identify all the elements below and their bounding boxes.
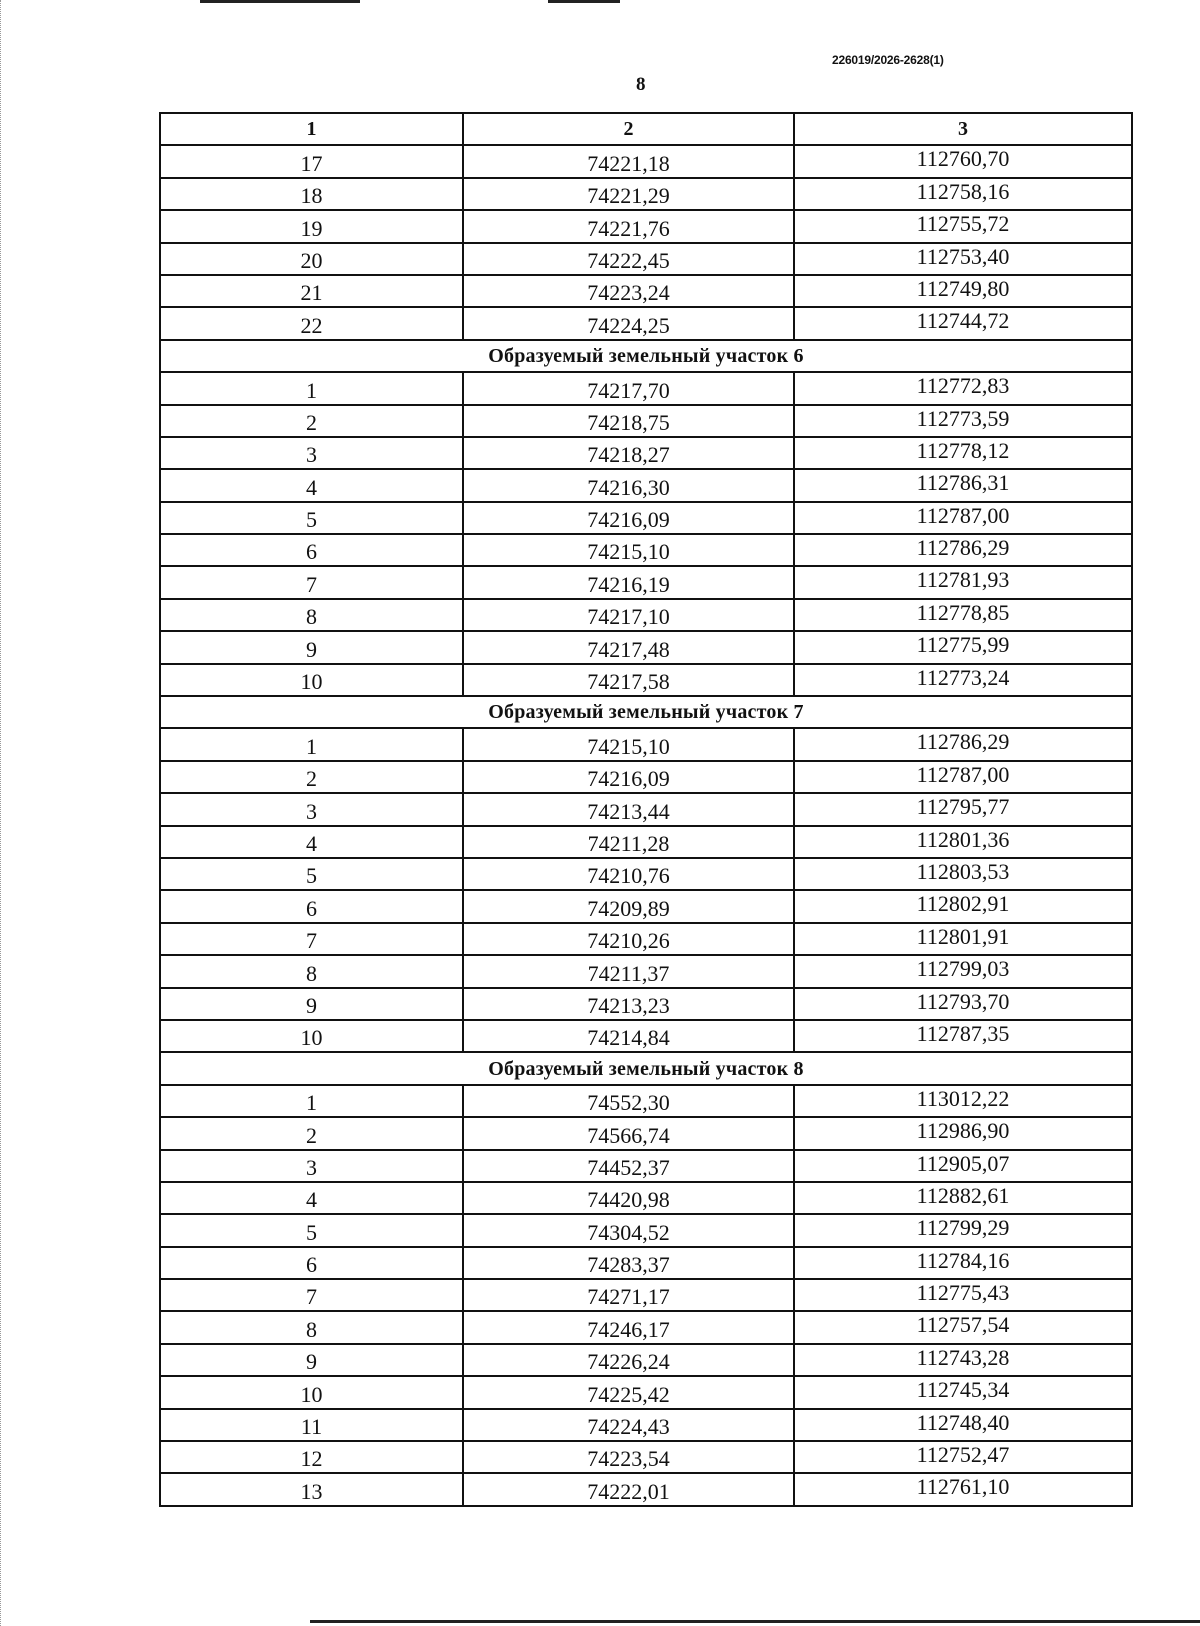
table-row [160, 988, 1132, 1020]
y-coordinate-cell: 112784,16 [794, 1247, 1132, 1279]
y-coordinate-cell: 112753,40 [794, 243, 1132, 275]
point-number-cell: 10 [160, 664, 463, 696]
point-number-cell: 21 [160, 275, 463, 307]
x-coordinate-cell: 74224,25 [463, 307, 794, 339]
point-number-cell: 6 [160, 890, 463, 922]
y-coordinate-cell: 112778,12 [794, 437, 1132, 469]
x-coordinate-cell: 74213,44 [463, 793, 794, 825]
table-row [160, 145, 1132, 177]
y-coordinate-cell: 112799,03 [794, 955, 1132, 987]
column-header: 1 [160, 113, 463, 145]
table-row [160, 793, 1132, 825]
point-number-cell: 7 [160, 923, 463, 955]
y-coordinate-cell: 112799,29 [794, 1214, 1132, 1246]
scan-top-line [200, 0, 360, 3]
point-number-cell: 8 [160, 955, 463, 987]
table-row [160, 826, 1132, 858]
point-number-cell: 20 [160, 243, 463, 275]
table-row [160, 178, 1132, 210]
y-coordinate-cell: 112795,77 [794, 793, 1132, 825]
y-coordinate-cell: 112745,34 [794, 1376, 1132, 1408]
page-number: 8 [636, 74, 646, 95]
table-row [160, 631, 1132, 663]
x-coordinate-cell: 74217,48 [463, 631, 794, 663]
x-coordinate-cell: 74215,10 [463, 534, 794, 566]
section-title: Образуемый земельный участок 6 [160, 340, 1132, 372]
y-coordinate-cell: 112882,61 [794, 1182, 1132, 1214]
x-coordinate-cell: 74283,37 [463, 1247, 794, 1279]
table-row [160, 566, 1132, 598]
x-coordinate-cell: 74223,24 [463, 275, 794, 307]
table-row [160, 1279, 1132, 1311]
table-row [160, 890, 1132, 922]
x-coordinate-cell: 74216,19 [463, 566, 794, 598]
section-row [160, 340, 1132, 372]
y-coordinate-cell: 113012,22 [794, 1085, 1132, 1117]
x-coordinate-cell: 74221,18 [463, 145, 794, 177]
x-coordinate-cell: 74217,58 [463, 664, 794, 696]
point-number-cell: 5 [160, 858, 463, 890]
scan-top-line [548, 0, 620, 3]
point-number-cell: 5 [160, 1214, 463, 1246]
table-body [160, 145, 1132, 1505]
x-coordinate-cell: 74221,76 [463, 210, 794, 242]
y-coordinate-cell: 112758,16 [794, 178, 1132, 210]
point-number-cell: 1 [160, 372, 463, 404]
x-coordinate-cell: 74224,43 [463, 1409, 794, 1441]
y-coordinate-cell: 112775,43 [794, 1279, 1132, 1311]
x-coordinate-cell: 74552,30 [463, 1085, 794, 1117]
y-coordinate-cell: 112905,07 [794, 1150, 1132, 1182]
table-row [160, 599, 1132, 631]
point-number-cell: 11 [160, 1409, 463, 1441]
y-coordinate-cell: 112786,31 [794, 469, 1132, 501]
point-number-cell: 8 [160, 599, 463, 631]
point-number-cell: 12 [160, 1441, 463, 1473]
y-coordinate-cell: 112801,36 [794, 826, 1132, 858]
y-coordinate-cell: 112744,72 [794, 307, 1132, 339]
x-coordinate-cell: 74452,37 [463, 1150, 794, 1182]
y-coordinate-cell: 112786,29 [794, 728, 1132, 760]
table-row [160, 243, 1132, 275]
y-coordinate-cell: 112772,83 [794, 372, 1132, 404]
section-row [160, 696, 1132, 728]
y-coordinate-cell: 112760,70 [794, 145, 1132, 177]
table-row [160, 1214, 1132, 1246]
table-row [160, 469, 1132, 501]
point-number-cell: 9 [160, 988, 463, 1020]
point-number-cell: 8 [160, 1311, 463, 1343]
x-coordinate-cell: 74213,23 [463, 988, 794, 1020]
table-row [160, 858, 1132, 890]
table-row [160, 1344, 1132, 1376]
table-row [160, 923, 1132, 955]
point-number-cell: 10 [160, 1376, 463, 1408]
x-coordinate-cell: 74304,52 [463, 1214, 794, 1246]
column-header: 3 [794, 113, 1132, 145]
y-coordinate-cell: 112773,59 [794, 405, 1132, 437]
table-row [160, 372, 1132, 404]
table-row [160, 1409, 1132, 1441]
x-coordinate-cell: 74420,98 [463, 1182, 794, 1214]
x-coordinate-cell: 74222,01 [463, 1473, 794, 1505]
table-row [160, 728, 1132, 760]
y-coordinate-cell: 112781,93 [794, 566, 1132, 598]
table-row [160, 664, 1132, 696]
point-number-cell: 13 [160, 1473, 463, 1505]
table-row [160, 1311, 1132, 1343]
table-row [160, 1150, 1132, 1182]
y-coordinate-cell: 112749,80 [794, 275, 1132, 307]
point-number-cell: 1 [160, 728, 463, 760]
y-coordinate-cell: 112793,70 [794, 988, 1132, 1020]
point-number-cell: 2 [160, 405, 463, 437]
x-coordinate-cell: 74217,10 [463, 599, 794, 631]
y-coordinate-cell: 112787,00 [794, 502, 1132, 534]
x-coordinate-cell: 74222,45 [463, 243, 794, 275]
point-number-cell: 7 [160, 566, 463, 598]
table-header [160, 113, 1132, 145]
point-number-cell: 2 [160, 1117, 463, 1149]
y-coordinate-cell: 112761,10 [794, 1473, 1132, 1505]
table-row [160, 534, 1132, 566]
y-coordinate-cell: 112802,91 [794, 890, 1132, 922]
point-number-cell: 4 [160, 1182, 463, 1214]
point-number-cell: 5 [160, 502, 463, 534]
table-row [160, 1117, 1132, 1149]
table-row [160, 307, 1132, 339]
section-title: Образуемый земельный участок 8 [160, 1052, 1132, 1084]
y-coordinate-cell: 112775,99 [794, 631, 1132, 663]
table-row [160, 437, 1132, 469]
table-row [160, 761, 1132, 793]
y-coordinate-cell: 112773,24 [794, 664, 1132, 696]
scan-left-edge [0, 0, 3, 1626]
point-number-cell: 7 [160, 1279, 463, 1311]
x-coordinate-cell: 74209,89 [463, 890, 794, 922]
table-row [160, 1473, 1132, 1505]
x-coordinate-cell: 74223,54 [463, 1441, 794, 1473]
y-coordinate-cell: 112787,00 [794, 761, 1132, 793]
x-coordinate-cell: 74211,28 [463, 826, 794, 858]
x-coordinate-cell: 74216,09 [463, 761, 794, 793]
x-coordinate-cell: 74218,75 [463, 405, 794, 437]
y-coordinate-cell: 112786,29 [794, 534, 1132, 566]
table-row [160, 1441, 1132, 1473]
table-row [160, 275, 1132, 307]
table-row [160, 502, 1132, 534]
table-row [160, 1085, 1132, 1117]
y-coordinate-cell: 112787,35 [794, 1020, 1132, 1052]
point-number-cell: 9 [160, 631, 463, 663]
y-coordinate-cell: 112743,28 [794, 1344, 1132, 1376]
point-number-cell: 4 [160, 469, 463, 501]
point-number-cell: 3 [160, 793, 463, 825]
point-number-cell: 4 [160, 826, 463, 858]
document-number: 226019/2026-2628(1) [832, 53, 944, 67]
point-number-cell: 10 [160, 1020, 463, 1052]
x-coordinate-cell: 74226,24 [463, 1344, 794, 1376]
section-row [160, 1052, 1132, 1084]
table-row [160, 405, 1132, 437]
x-coordinate-cell: 74216,09 [463, 502, 794, 534]
point-number-cell: 6 [160, 1247, 463, 1279]
x-coordinate-cell: 74210,26 [463, 923, 794, 955]
point-number-cell: 17 [160, 145, 463, 177]
table-row [160, 1182, 1132, 1214]
table-row [160, 210, 1132, 242]
point-number-cell: 6 [160, 534, 463, 566]
scan-bottom-line [310, 1620, 1200, 1623]
y-coordinate-cell: 112748,40 [794, 1409, 1132, 1441]
y-coordinate-cell: 112755,72 [794, 210, 1132, 242]
point-number-cell: 3 [160, 1150, 463, 1182]
y-coordinate-cell: 112801,91 [794, 923, 1132, 955]
header-row [160, 113, 1132, 145]
x-coordinate-cell: 74221,29 [463, 178, 794, 210]
coordinates-table [159, 112, 1133, 1507]
point-number-cell: 9 [160, 1344, 463, 1376]
point-number-cell: 2 [160, 761, 463, 793]
x-coordinate-cell: 74216,30 [463, 469, 794, 501]
table-row [160, 1020, 1132, 1052]
point-number-cell: 19 [160, 210, 463, 242]
y-coordinate-cell: 112986,90 [794, 1117, 1132, 1149]
y-coordinate-cell: 112778,85 [794, 599, 1132, 631]
y-coordinate-cell: 112752,47 [794, 1441, 1132, 1473]
x-coordinate-cell: 74211,37 [463, 955, 794, 987]
table-row [160, 1247, 1132, 1279]
column-header: 2 [463, 113, 794, 145]
point-number-cell: 22 [160, 307, 463, 339]
y-coordinate-cell: 112803,53 [794, 858, 1132, 890]
table-row [160, 1376, 1132, 1408]
point-number-cell: 3 [160, 437, 463, 469]
x-coordinate-cell: 74271,17 [463, 1279, 794, 1311]
x-coordinate-cell: 74218,27 [463, 437, 794, 469]
x-coordinate-cell: 74217,70 [463, 372, 794, 404]
y-coordinate-cell: 112757,54 [794, 1311, 1132, 1343]
x-coordinate-cell: 74215,10 [463, 728, 794, 760]
x-coordinate-cell: 74210,76 [463, 858, 794, 890]
x-coordinate-cell: 74566,74 [463, 1117, 794, 1149]
point-number-cell: 18 [160, 178, 463, 210]
x-coordinate-cell: 74225,42 [463, 1376, 794, 1408]
x-coordinate-cell: 74246,17 [463, 1311, 794, 1343]
section-title: Образуемый земельный участок 7 [160, 696, 1132, 728]
table-row [160, 955, 1132, 987]
x-coordinate-cell: 74214,84 [463, 1020, 794, 1052]
point-number-cell: 1 [160, 1085, 463, 1117]
